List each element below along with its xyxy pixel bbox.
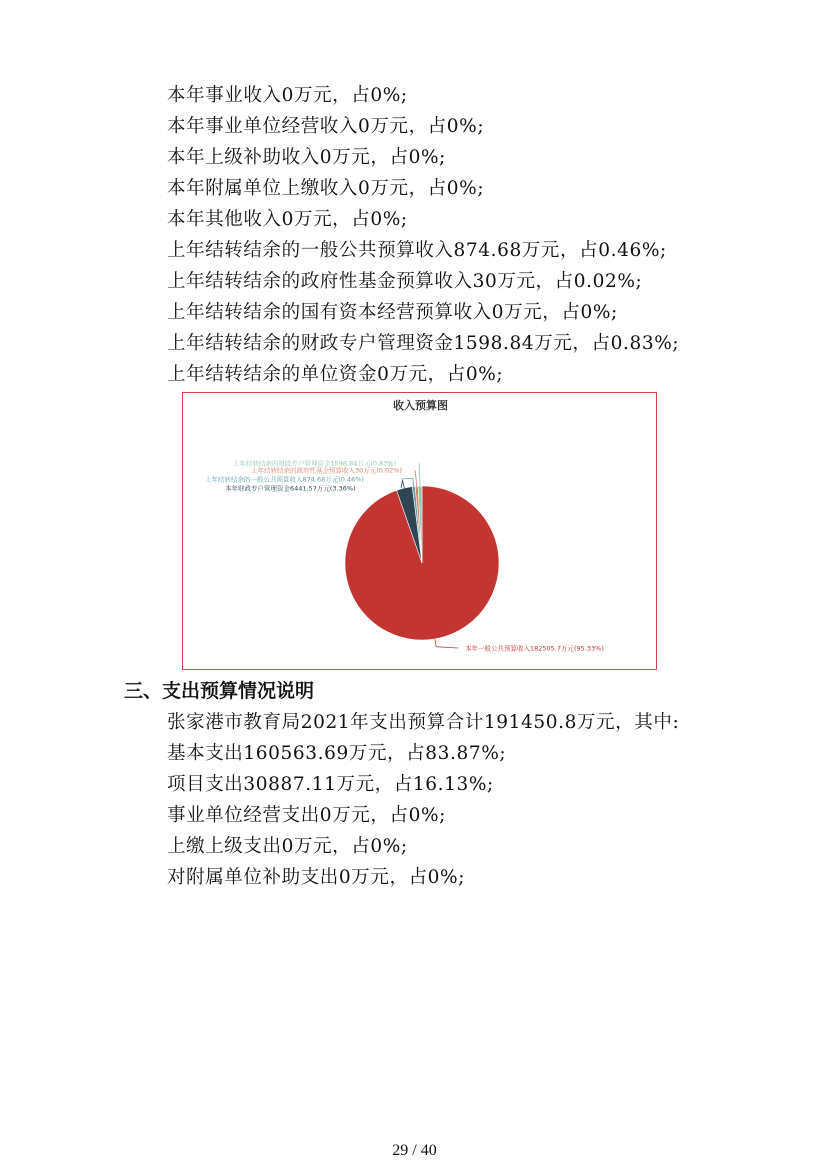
pie-label-1: 本年一般公共预算收入182505.7万元(95.33%) (465, 644, 604, 653)
income-line-3: 本年上级补助收入0万元，占0%; (167, 147, 446, 168)
expense-line-6: 对附属单位补助支出0万元，占0%; (167, 867, 466, 888)
pie-leader-line-4 (415, 470, 417, 486)
pie-leader-line-5 (419, 463, 420, 486)
income-pie-chart (183, 393, 658, 671)
income-line-10: 上年结转结余的单位资金0万元，占0%; (167, 364, 504, 385)
expense-line-5: 上缴上级支出0万元，占0%; (167, 836, 408, 857)
pie-leader-line-1 (435, 639, 458, 648)
pie-label-5: 上年结转结余的财政专户管理资金1598.84万元(0.83%) (233, 459, 397, 468)
pie-leader-line-2 (401, 480, 404, 488)
page-number: 29 / 40 (392, 1142, 437, 1159)
income-line-8: 上年结转结余的国有资本经营预算收入0万元，占0%; (167, 302, 618, 323)
pie-label-2: 本年财政专户管理资金6441.57万元(3.36%) (225, 484, 356, 493)
expense-line-4: 事业单位经营支出0万元，占0%; (167, 805, 446, 826)
expense-line-2: 基本支出160563.69万元，占83.87%; (167, 743, 507, 764)
expense-line-3: 项目支出30887.11万元，占16.13%; (167, 774, 494, 795)
chart-title: 收入预算图 (393, 399, 448, 412)
income-line-6: 上年结转结余的一般公共预算收入874.68万元，占0.46%; (167, 240, 667, 261)
section-3-heading: 三、支出预算情况说明 (124, 680, 315, 702)
expense-line-1: 张家港市教育局2021年支出预算合计191450.8万元，其中: (167, 712, 680, 733)
income-line-7: 上年结转结余的政府性基金预算收入30万元，占0.02%; (167, 271, 643, 292)
income-line-4: 本年附属单位上缴收入0万元，占0%; (167, 178, 485, 199)
income-pie-chart-frame (182, 392, 657, 670)
income-line-5: 本年其他收入0万元，占0%; (167, 209, 408, 230)
income-line-1: 本年事业收入0万元，占0%; (167, 85, 408, 106)
pie-label-4: 上年结转结余的政府性基金预算收入30万元(0.02%) (251, 466, 402, 475)
income-line-9: 上年结转结余的财政专户管理资金1598.84万元，占0.83%; (167, 333, 680, 354)
income-line-2: 本年事业单位经营收入0万元，占0%; (167, 116, 485, 137)
pie-label-3: 上年结转结余的一般公共预算收入874.68万元(0.46%) (205, 475, 364, 484)
